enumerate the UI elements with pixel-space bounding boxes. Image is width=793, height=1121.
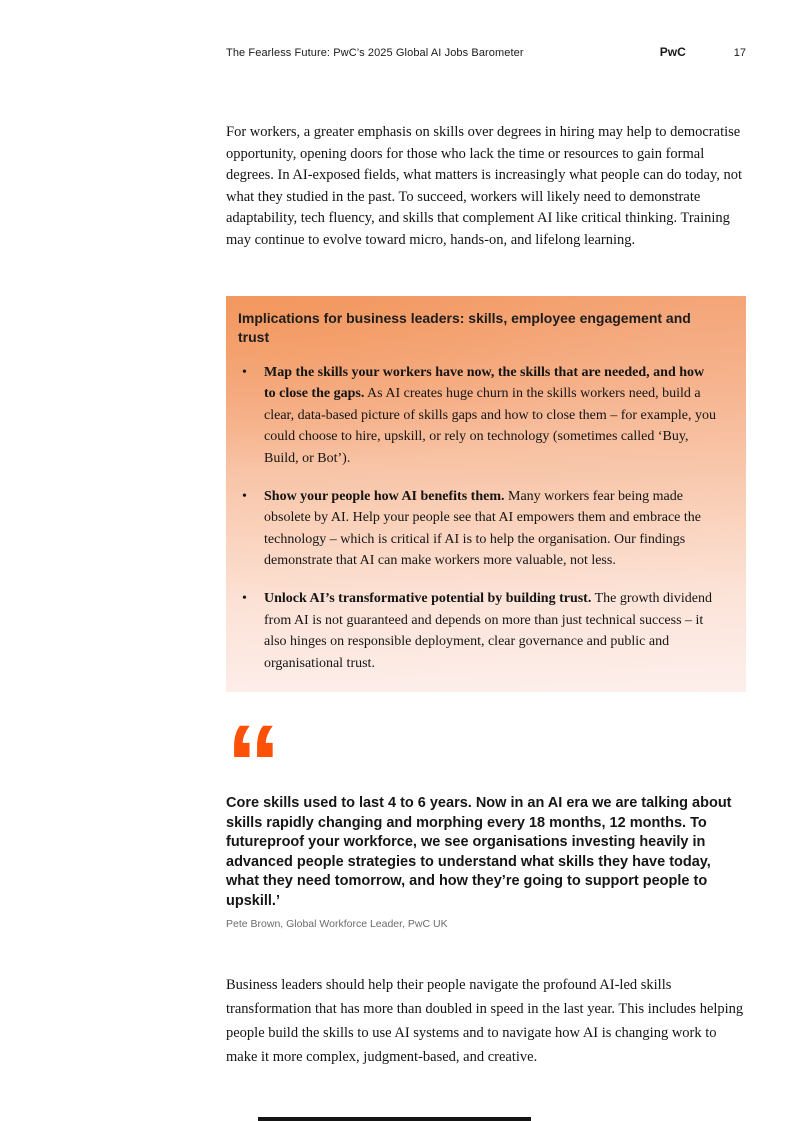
bullet-lead: Map the skills your workers have now, the skills that are needed, and how to close the gaps. xyxy=(264,364,705,402)
quote-mark-icon: “ xyxy=(226,703,277,827)
pwc-logo: PwC xyxy=(659,45,686,59)
page-bottom-bar xyxy=(258,1117,531,1121)
bullet-lead: Unlock AI’s transformative potential by building trust. xyxy=(264,590,592,606)
page-number: 17 xyxy=(733,47,746,59)
bullet-item xyxy=(242,486,718,572)
quote-text: Core skills used to last 4 to 6 years. Now in an AI era we are talking about skills rapidly changing and morphing every 18 months, 12 months. To futureproof your workforce, we see organisations investing heavily in advanced people strategies to understand what skills they have today, what they need tomorrow, and how they’re going to support people to upskill.’ xyxy=(226,795,732,909)
page-header xyxy=(226,45,746,59)
quote-attribution: Pete Brown, Global Workforce Leader, PwC UK xyxy=(226,918,448,931)
quote-section xyxy=(226,703,746,931)
closing-paragraph: Business leaders should help their people navigate the profound AI-led skills transformation that has more than doubled in speed in the last year. This includes helping people build the skills to use AI systems and to navigate how AI is changing work to make it more complex, judgment-based, and creative. xyxy=(226,977,744,1066)
bullet-text: As AI creates huge churn in the skills workers need, build a clear, data-based picture of skills gaps and how to close them – for example, you could choose to hire, upskill, or rely on technology (sometimes called ‘Buy, Build, or Bot’). xyxy=(264,386,716,466)
bullet-text: The growth dividend from AI is not guaranteed and depends on more than just technical success – it also hinges on responsible deployment, clear governance and public and organisational trust. xyxy=(264,590,713,671)
header-title: The Fearless Future: PwC’s 2025 Global AI Jobs Barometer xyxy=(226,47,524,59)
page-content xyxy=(226,0,746,1069)
bullet-item xyxy=(242,362,718,470)
callout-heading: Implications for business leaders: skills, employee engagement and trust xyxy=(238,309,691,345)
bullet-text: Many workers fear being made obsolete by AI. Help your people see that AI empowers them and embrace the technology – which is critical if AI is to help the organisation. Our findings demonstrate that AI can make workers more valuable, not less. xyxy=(264,488,701,569)
bullet-lead: Show your people how AI benefits them. xyxy=(264,488,505,504)
intro-paragraph: For workers, a greater emphasis on skills over degrees in hiring may help to democratise opportunity, opening doors for those who lack the time or resources to gain formal degrees. In AI-exposed fields, what matters is increasingly what people can do today, not what they studied in the past. To succeed, workers will likely need to demonstrate adaptability, tech fluency, and skills that complement AI like critical thinking. Training may continue to evolve toward micro, hands-on, and lifelong learning. xyxy=(226,124,743,248)
callout-bullet-list xyxy=(238,362,718,675)
callout-box xyxy=(226,296,746,693)
bullet-item xyxy=(242,588,718,674)
